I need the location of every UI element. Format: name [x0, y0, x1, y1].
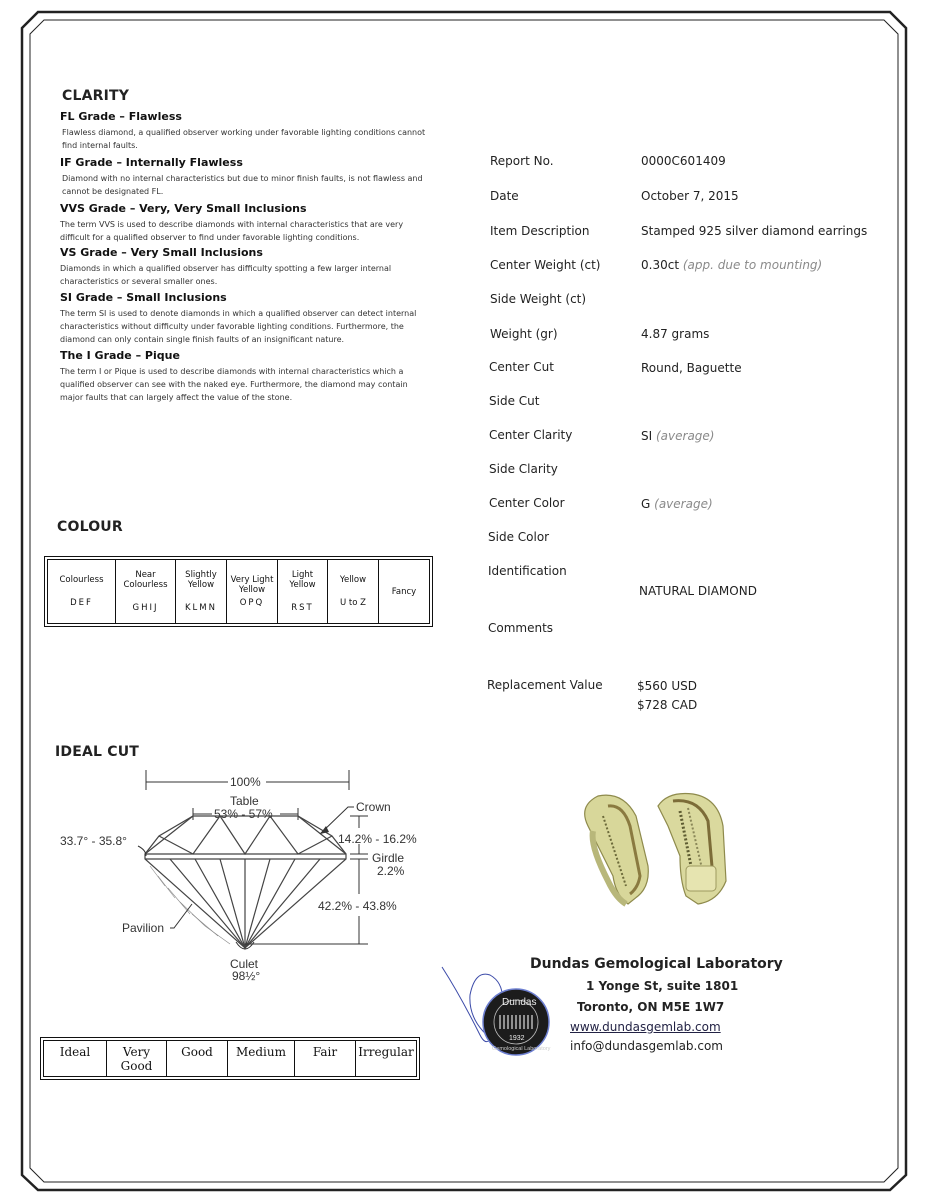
crown-angle-label: 33.7° - 35.8° [60, 834, 127, 848]
clarity-grade-if [60, 156, 432, 198]
identification-value: NATURAL DIAMOND [639, 584, 757, 598]
crown-height-label: 14.2% - 16.2% [338, 832, 417, 846]
colour-cell [278, 560, 328, 624]
replacement-value-usd: $560 USD [637, 679, 697, 693]
clarity-grade-fl [60, 110, 432, 152]
culet-label: Culet [230, 957, 259, 971]
cut-grade-cell: Ideal [44, 1041, 107, 1077]
date-value: October 7, 2015 [641, 189, 739, 203]
center-cut-value: Round, Baguette [641, 361, 742, 375]
colour-range: OPQ [239, 598, 265, 608]
replacement-value-cad: $728 CAD [637, 698, 698, 712]
center-color-label: Center Color [489, 496, 565, 510]
replacement-value-label: Replacement Value [487, 678, 603, 692]
grade-title: VS Grade – Very Small Inclusions [60, 246, 263, 259]
seal-text-mid: 1932 [509, 1035, 525, 1042]
girdle-label: Girdle [372, 851, 405, 865]
pavilion-depth-label: 42.2% - 43.8% [318, 899, 397, 913]
center-clarity-label: Center Clarity [489, 428, 573, 442]
earrings-photo [568, 786, 748, 916]
clarity-grade-i [60, 349, 432, 404]
cut-grade-cell: Fair [295, 1041, 356, 1077]
cut-grade-scale [40, 1037, 420, 1080]
pavilion-pointer [170, 904, 192, 928]
diamond-outline [145, 816, 346, 948]
comments-label: Comments [488, 621, 554, 635]
lab-name: Dundas Gemological Laboratory [530, 956, 783, 972]
girdle-value-label: 2.2% [377, 864, 405, 878]
diamond-proportions-diagram [50, 766, 440, 986]
grade-description: Diamond with no internal characteristics but due to minor finish faults, is not flawless and cannot be designated FL. [62, 174, 423, 196]
cut-grade-cell: Irregular [356, 1041, 417, 1077]
colour-cell [116, 560, 176, 624]
center-clarity-note: (average) [655, 429, 715, 443]
colour-name: Very Light Yellow [230, 575, 274, 595]
center-cut-label: Center Cut [489, 360, 554, 374]
lab-seal-and-signature [420, 955, 560, 1065]
lab-email[interactable]: info@dundasgemlab.com [570, 1039, 723, 1053]
colour-cell [176, 560, 227, 624]
clarity-grade-vs [60, 246, 432, 288]
grade-description: The term SI is used to denote diamonds in which a qualified observer can detect internal characteristics without difficulty under favorable lighting conditions. Furthermore, the diamond can only contain single finish faults of an insignificant nature. [60, 309, 417, 344]
colour-cell [227, 560, 278, 624]
item-description-value: Stamped 925 silver diamond earrings [641, 224, 868, 238]
center-weight-field [641, 258, 822, 272]
clarity-grade-vvs [60, 202, 432, 244]
center-weight-note: (app. due to mounting) [682, 258, 823, 272]
colour-range: RST [291, 603, 314, 613]
colour-name: Colourless [59, 575, 104, 585]
seal-text-top: Dundas [502, 997, 537, 1008]
center-clarity-field [641, 429, 714, 443]
colour-name: Near Colourless [123, 570, 168, 590]
center-weight-value: 0.30ct [641, 258, 680, 272]
colour-range: GHIJ [132, 603, 159, 613]
colour-range: KLMN [184, 603, 217, 613]
colour-scale [44, 556, 433, 627]
clarity-grade-list [60, 110, 432, 404]
identification-label: Identification [488, 564, 567, 578]
cut-grade-cell: Good [167, 1041, 228, 1077]
grade-description: The term I or Pique is used to describe diamonds with internal characteristics which a qualified observer can see with the naked eye. Furthermore, the diamond may contain major faults that can largely affect the value of the stone. [60, 367, 408, 402]
cut-grade-cell: Medium [228, 1041, 295, 1077]
colour-name: Light Yellow [289, 570, 316, 590]
grade-title: The I Grade – Pique [60, 349, 180, 362]
colour-cell [328, 560, 379, 624]
lab-website-link[interactable]: www.dundasgemlab.com [570, 1020, 721, 1034]
table-range-label: 53% - 57% [214, 807, 273, 821]
colour-range: DEF [70, 598, 93, 608]
cut-grade-cell: Very Good [107, 1041, 167, 1077]
colour-name: Fancy [391, 586, 417, 597]
center-color-field [641, 497, 713, 511]
grade-title: FL Grade – Flawless [60, 110, 182, 123]
weight-value: 4.87 grams [641, 327, 710, 341]
grade-description: The term VVS is used to describe diamonds with internal characteristics that are very difficult for a qualified observer to find under favorable lighting conditions. [60, 220, 404, 242]
report-number-value: 0000C601409 [641, 154, 726, 168]
colour-cell [379, 560, 430, 624]
clarity-heading: CLARITY [62, 88, 130, 104]
colour-heading: COLOUR [57, 519, 123, 535]
cut-grade-table [43, 1040, 417, 1077]
full-width-label: 100% [230, 775, 261, 789]
seal-text-bottom: Gemological Laboratory [492, 1046, 551, 1052]
grade-description: Diamonds in which a qualified observer has difficulty spotting a few larger internal characteristics or several smaller ones. [60, 264, 392, 286]
center-weight-label: Center Weight (ct) [490, 258, 601, 272]
grade-title: VVS Grade – Very, Very Small Inclusions [60, 202, 307, 215]
grade-description: Flawless diamond, a qualified observer working under favorable lighting conditions cannot find internal faults. [62, 128, 426, 150]
clarity-grade-si [60, 291, 432, 346]
side-cut-label: Side Cut [489, 394, 540, 408]
date-label: Date [490, 189, 519, 203]
crown-label: Crown [356, 800, 391, 814]
colour-name: Slightly Yellow [185, 570, 217, 590]
pavilion-label: Pavilion [122, 921, 165, 935]
grade-title: IF Grade – Internally Flawless [60, 156, 243, 169]
center-color-value: G [641, 497, 651, 511]
earring-right [658, 794, 726, 905]
lab-address-line1: 1 Yonge St, suite 1801 [586, 979, 739, 993]
center-color-note: (average) [654, 497, 713, 511]
side-clarity-label: Side Clarity [489, 462, 558, 476]
ideal-cut-heading: IDEAL CUT [55, 744, 140, 760]
lab-address-line2: Toronto, ON M5E 1W7 [577, 1000, 725, 1014]
colour-cell [48, 560, 116, 624]
colour-scale-table [47, 559, 430, 624]
weight-label: Weight (gr) [490, 327, 558, 341]
colour-range: U to Z [340, 598, 366, 608]
report-number-label: Report No. [490, 154, 554, 168]
side-weight-label: Side Weight (ct) [490, 292, 587, 306]
culet-angle-label: 98½° [232, 969, 261, 983]
center-clarity-value: SI [641, 429, 653, 443]
item-description-label: Item Description [490, 224, 590, 238]
side-color-label: Side Color [488, 530, 550, 544]
colour-name: Yellow [339, 575, 367, 585]
grade-title: SI Grade – Small Inclusions [60, 291, 227, 304]
earring-left [585, 795, 649, 904]
table-label: Table [230, 794, 259, 808]
